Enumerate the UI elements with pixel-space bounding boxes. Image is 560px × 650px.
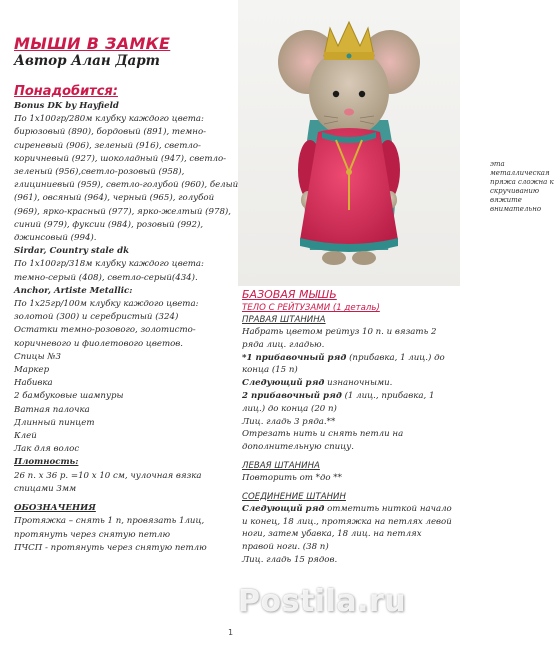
tool-item: Ватная палочка [14, 404, 90, 415]
abbrev-heading: ОБОЗНАЧЕНИЯ [14, 503, 96, 514]
pattern-line: Следующий ряд отметить ниткой начало и конец, 18 лиц., протяжка на петлях левой ноги, затем убавка, 18 лиц. на петлях правой ноги. (38 п) [242, 503, 452, 553]
anchor-colors: золотой (300) и серебристый (324) [14, 312, 179, 323]
pattern-line: *1 прибавочный ряд (прибавка, 1 лиц.) до конца (15 п) [242, 352, 445, 376]
abbrev-item: ПЧСП - протянуть через снятую петлю [14, 542, 207, 553]
pattern-line: Лиц. гладь 3 ряда.** [242, 416, 336, 427]
tool-item: 2 бамбуковые шампуры [14, 391, 124, 402]
sirdar-intro: По 1х100гр/318м клубку каждого цвета: [14, 259, 204, 270]
page-title: МЫШИ В ЗАМКЕ [14, 34, 171, 53]
watermark-logo: Postila.ru [238, 584, 407, 619]
bonus-colors: бирюзовый (890), бордовый (891), темно-сиреневый (906), зеленый (916), светло-коричневый (927), шоколадный (947), светло-зеленый (956),светло-розовый (958), глициниевый (959), светло-голубой (960), белый (961), овсяный (964), черный (965), голубой (969), ярко-красный (977), ярко-желтый (978), синий (979), фуксии (984), розовый (992), джинсовый (994). [14, 127, 239, 244]
pattern-line: Повторить от *до ** [242, 472, 342, 483]
bonus-brand: Bonus DK by Hayfield [14, 101, 119, 111]
tool-item: Набивка [14, 378, 53, 389]
tool-item: Клей [14, 431, 37, 442]
left-leg-heading: ЛЕВАЯ ШТАНИНА [242, 460, 320, 471]
remnants-text: Остатки темно-розового, золотисто-коричневого и фиолетового цветов. [14, 325, 196, 349]
pattern-heading: БАЗОВАЯ МЫШЬ [242, 288, 337, 301]
author-line: Автор Алан Дарт [14, 53, 160, 69]
right-leg-heading: ПРАВАЯ ШТАНИНА [242, 315, 326, 325]
pattern-line: 2 прибавочный ряд (1 лиц., прибавка, 1 лиц.) до конца (20 п) [242, 390, 435, 414]
join-heading: СОЕДИНЕНИЕ ШТАНИН [242, 491, 346, 502]
tool-item: Маркер [14, 365, 50, 376]
materials-heading: Понадобится: [14, 84, 118, 99]
pattern-subheading: ТЕЛО С РЕЙТУЗАМИ (1 деталь) [242, 303, 380, 313]
tool-item: Спицы №3 [14, 351, 61, 362]
tool-item: Длинный пинцет [14, 417, 95, 428]
pattern-line: Набрать цветом рейтуз 10 п. и вязать 2 ряда лиц. гладью. [242, 327, 437, 350]
density-text: 26 п. х 36 р. =10 х 10 см, чулочная вязка спицами 3мм [14, 470, 202, 494]
sirdar-colors: темно-серый (408), светло-серый(434). [14, 272, 198, 283]
mouse-photo [238, 0, 554, 286]
density-label: Плотность: [14, 457, 79, 468]
sirdar-brand: Sirdar, Country stale dk [14, 246, 130, 257]
photo-note: эта металлическая пряжа сложна к скручиванию вяжите внимательно [490, 160, 554, 213]
page-number: 1 [228, 628, 234, 637]
abbrev-item: Протяжка – снять 1 п, провязать 1лиц, протянуть через снятую петлю [14, 516, 205, 540]
left-column [14, 34, 242, 555]
knitted-mouse-image [238, 0, 460, 286]
anchor-intro: По 1х25гр/100м клубку каждого цвета: [14, 299, 199, 310]
right-column [242, 288, 454, 567]
anchor-brand: Anchor, Artiste Metallic: [14, 285, 133, 296]
pattern-line: Следующий ряд изнаночными. [242, 378, 393, 389]
bonus-intro: По 1х100гр/280м клубку каждого цвета: [14, 114, 204, 125]
pattern-line: Лиц. гладь 15 рядов. [242, 554, 338, 565]
pattern-line: Отрезать нить и снять петли на дополнительную спицу. [242, 429, 404, 453]
tool-item: Лак для волос [14, 444, 80, 455]
